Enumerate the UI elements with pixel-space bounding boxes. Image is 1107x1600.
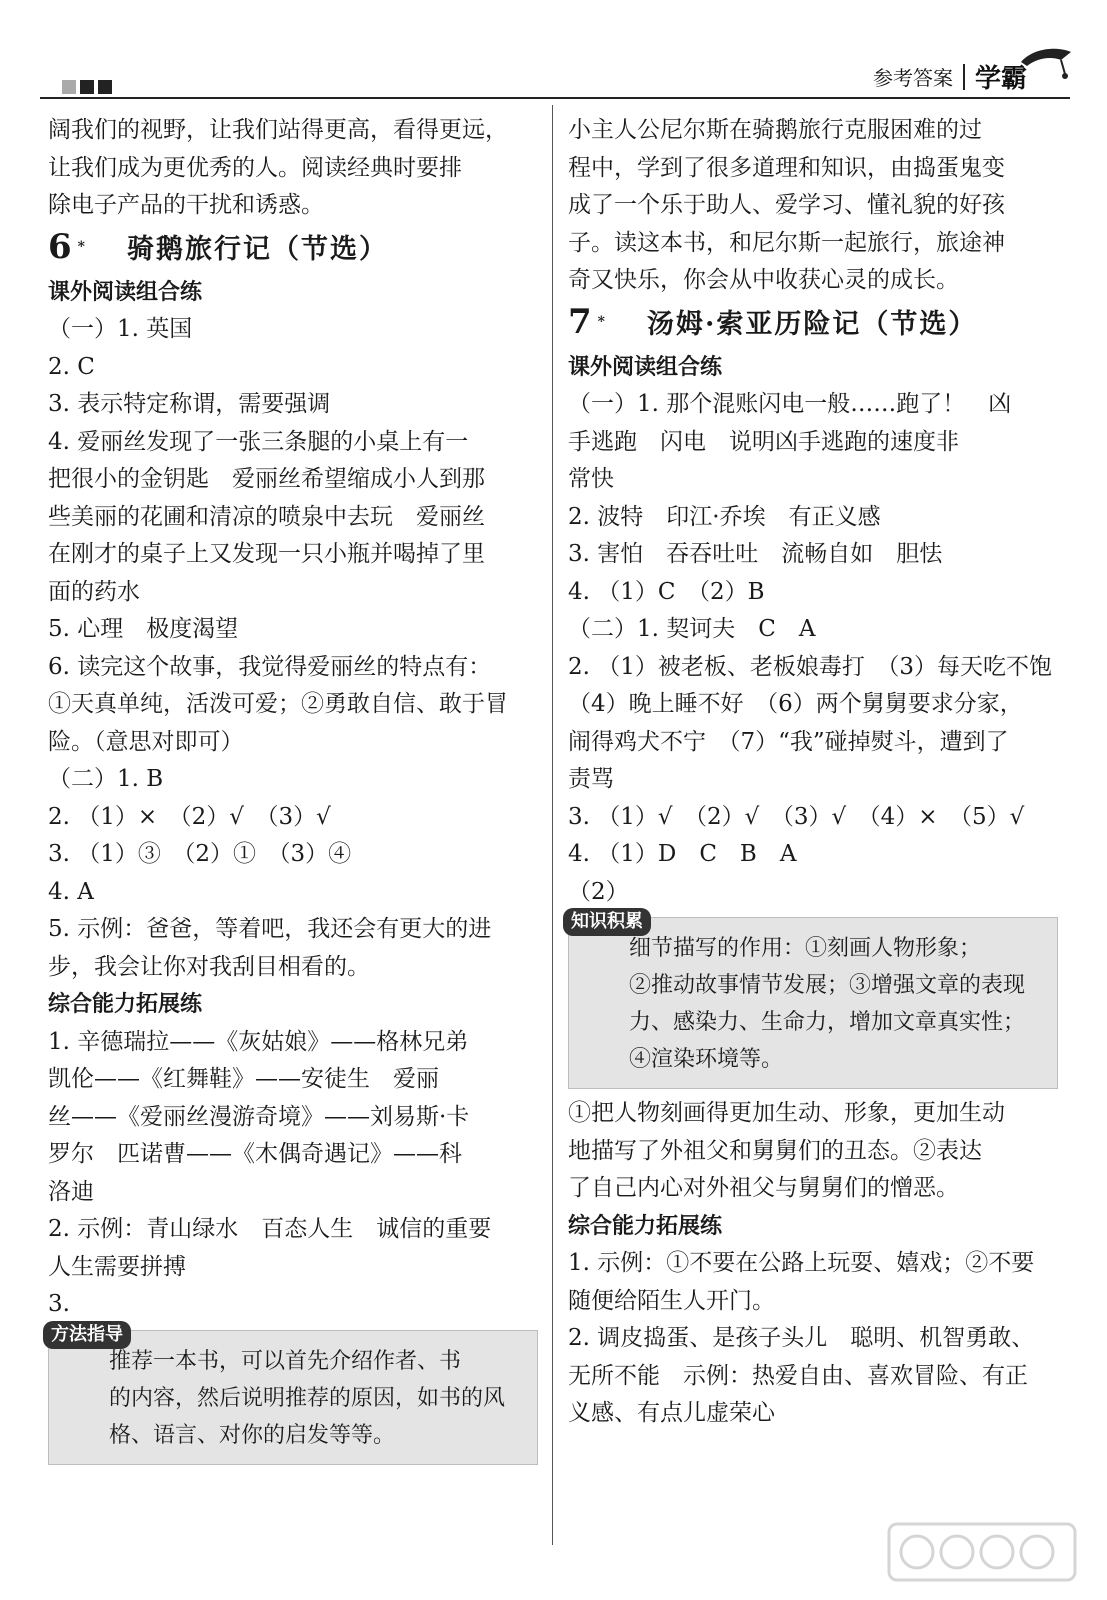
text-line: 的内容，然后说明推荐的原因，如书的风 bbox=[109, 1385, 506, 1411]
text-line: 1. 辛德瑞拉——《灰姑娘》——格林兄弟 bbox=[48, 1028, 469, 1055]
text-line: 险。（意思对即可） bbox=[48, 728, 244, 755]
text-line: 程中，学到了很多道理和知识，由捣蛋鬼变 bbox=[568, 154, 1005, 181]
text-line: 4. （1）C （2）B bbox=[568, 578, 765, 605]
text-line: 除电子产品的干扰和诱惑。 bbox=[48, 192, 324, 218]
column-divider bbox=[552, 105, 553, 1545]
page-header bbox=[0, 0, 1107, 100]
knowledge-text bbox=[585, 930, 1041, 1078]
answer-line: 3. bbox=[48, 1291, 70, 1317]
right-column bbox=[568, 112, 1058, 1433]
answer-line: 人生需要拼搏 bbox=[48, 1253, 186, 1280]
header-rule bbox=[40, 97, 1070, 99]
method-guide-text bbox=[65, 1343, 521, 1454]
text-line: 6. 读完这个故事，我觉得爱丽丝的特点有： bbox=[48, 653, 492, 680]
text-line: （一）1. 那个混账闪电一般……跑了！ 凶 bbox=[568, 391, 1012, 417]
graduation-cap-icon bbox=[1017, 40, 1075, 84]
section-title-7: 7 * 汤姆·索亚历险记（节选） bbox=[568, 301, 978, 342]
text-line: 阔我们的视野，让我们站得更高，看得更远， bbox=[48, 117, 508, 143]
text-line: 5. 示例：爸爸，等着吧，我还会有更大的进 bbox=[48, 916, 492, 942]
right-answers-1-indented bbox=[568, 686, 1058, 724]
header-separator bbox=[963, 64, 965, 90]
answer-line: 2. 示例：青山绿水 百态人生 诚信的重要 bbox=[48, 1216, 492, 1242]
text-line: 2. （1）× （2）√ （3）√ bbox=[48, 803, 331, 830]
text-line: （二）1. B bbox=[48, 766, 164, 792]
header-brand: 学霸 bbox=[974, 64, 1027, 94]
left-intro bbox=[48, 112, 538, 225]
text-line: 让我们成为更优秀的人。阅读经典时要排 bbox=[48, 154, 462, 181]
text-line: ②推动故事情节发展；③增强文章的表现 bbox=[629, 973, 1026, 998]
text-line: 2. （1）被老板、老板娘毒打 （3）每天吃不饱 bbox=[568, 653, 1053, 680]
text-line: ①把人物刻画得更加生动、形象，更加生动 bbox=[568, 1100, 1005, 1126]
text-line: 常快 bbox=[568, 466, 614, 492]
text-line: 小主人公尼尔斯在骑鹅旅行克服困难的过 bbox=[568, 117, 982, 143]
text-line: 面的药水 bbox=[48, 578, 140, 605]
text-line: 了自己内心对外祖父与舅舅们的憎恶。 bbox=[568, 1175, 959, 1201]
text-line: 2. 调皮捣蛋、是孩子头儿 聪明、机智勇敢、 bbox=[568, 1325, 1035, 1351]
header-decor-squares bbox=[62, 80, 112, 94]
text-line: 凯伦——《红舞鞋》——安徒生 爱丽 bbox=[48, 1066, 439, 1092]
header-right bbox=[873, 58, 1027, 95]
text-line: 随便给陌生人开门。 bbox=[568, 1287, 775, 1314]
text-line: 地描写了外祖父和舅舅们的丑态。②表达 bbox=[568, 1137, 982, 1164]
text-line: 3. 表示特定称谓，需要强调 bbox=[48, 391, 331, 417]
text-line: 闹得鸡犬不宁 （7）“我”碰掉熨斗，遭到了 bbox=[568, 728, 1009, 755]
text-line: 在刚才的桌子上又发现一只小瓶并喝掉了里 bbox=[48, 541, 485, 567]
text-line: 1. 示例：①不要在公路上玩耍、嬉戏；②不要 bbox=[568, 1250, 1035, 1276]
text-line: （二）1. 契诃夫 C A bbox=[568, 616, 816, 642]
heading-extracurricular-reading: 课外阅读组合练 bbox=[568, 354, 723, 380]
text-line: （2） bbox=[568, 878, 629, 905]
text-line: 义感、有点儿虚荣心 bbox=[568, 1400, 775, 1426]
watermark-logo bbox=[887, 1522, 1077, 1582]
text-line: 细节描写的作用：①刻画人物形象； bbox=[629, 936, 982, 961]
text-line: 5. 心理 极度渴望 bbox=[48, 616, 239, 642]
text-line: 罗尔 匹诺曹——《木偶奇遇记》——科 bbox=[48, 1141, 462, 1167]
text-line: 推荐一本书，可以首先介绍作者、书 bbox=[109, 1348, 462, 1374]
text-line: 奇又快乐，你会从中收获心灵的成长。 bbox=[568, 267, 959, 293]
text-line: 手逃跑 闪电 说明凶手逃跑的速度非 bbox=[568, 428, 959, 455]
text-line: 4. A bbox=[48, 878, 94, 905]
text-line: 把很小的金钥匙 爱丽丝希望缩成小人到那 bbox=[48, 466, 485, 492]
text-line: 4. （1）D C B A bbox=[568, 841, 797, 867]
text-line: 格、语言、对你的启发等等。 bbox=[109, 1422, 396, 1448]
text-line: （一）1. 英国 bbox=[48, 316, 193, 342]
knowledge-box bbox=[568, 911, 1058, 1089]
text-line: 责骂 bbox=[568, 766, 614, 792]
text-line: 3. 害怕 吞吞吐吐 流畅自如 胆怯 bbox=[568, 541, 943, 567]
text-line: ④渲染环境等。 bbox=[629, 1047, 784, 1072]
text-line: 丝——《爱丽丝漫游奇境》——刘易斯·卡 bbox=[48, 1103, 470, 1130]
text-line: 3. （1）③ （2）① （3）④ bbox=[48, 841, 352, 867]
text-line: 步，我会让你对我刮目相看的。 bbox=[48, 953, 370, 980]
header-label: 参考答案 bbox=[872, 66, 953, 90]
text-line: 些美丽的花圃和清凉的喷泉中去玩 爱丽丝 bbox=[48, 503, 485, 530]
text-line: ①天真单纯，活泼可爱；②勇敢自信、敢于冒 bbox=[48, 691, 508, 717]
left-answers-2 bbox=[48, 1024, 538, 1212]
text-line: 子。读这本书，和尼尔斯一起旅行，旅途神 bbox=[568, 229, 1005, 256]
right-answers-1-cont bbox=[568, 724, 1058, 912]
text-line: 3. （1）√ （2）√ （3）√ （4）× （5）√ bbox=[568, 803, 1025, 830]
text-line: （4）晚上睡不好 （6）两个舅舅要求分家， bbox=[568, 691, 1023, 717]
knowledge-tag: 知识积累 bbox=[563, 908, 651, 936]
text-line: 4. 爱丽丝发现了一张三条腿的小桌上有一 bbox=[48, 428, 469, 455]
left-answers-1 bbox=[48, 311, 538, 986]
section-title-6: 6 * 骑鹅旅行记（节选） bbox=[48, 226, 388, 267]
text-line: 力、感染力、生命力，增加文章真实性； bbox=[629, 1010, 1026, 1035]
text-line: 2. 波特 印江·乔埃 有正义感 bbox=[568, 503, 881, 530]
method-guide-box bbox=[48, 1323, 538, 1465]
right-answers-1 bbox=[568, 386, 1058, 686]
method-guide-tag: 方法指导 bbox=[43, 1321, 131, 1349]
right-after-box bbox=[568, 1095, 1058, 1208]
text-line: 洛迪 bbox=[48, 1178, 94, 1205]
text-line: 成了一个乐于助人、爱学习、懂礼貌的好孩 bbox=[568, 192, 1005, 218]
text-line: 2. C bbox=[48, 353, 95, 380]
text-line: 无所不能 示例：热爱自由、喜欢冒险、有正 bbox=[568, 1362, 1028, 1389]
heading-comprehensive-ability: 综合能力拓展练 bbox=[48, 992, 203, 1017]
heading-extracurricular-reading: 课外阅读组合练 bbox=[48, 279, 203, 305]
heading-comprehensive-ability: 综合能力拓展练 bbox=[568, 1213, 723, 1239]
right-intro bbox=[568, 112, 1058, 300]
right-answers-2 bbox=[568, 1245, 1058, 1433]
left-column bbox=[48, 112, 538, 1471]
